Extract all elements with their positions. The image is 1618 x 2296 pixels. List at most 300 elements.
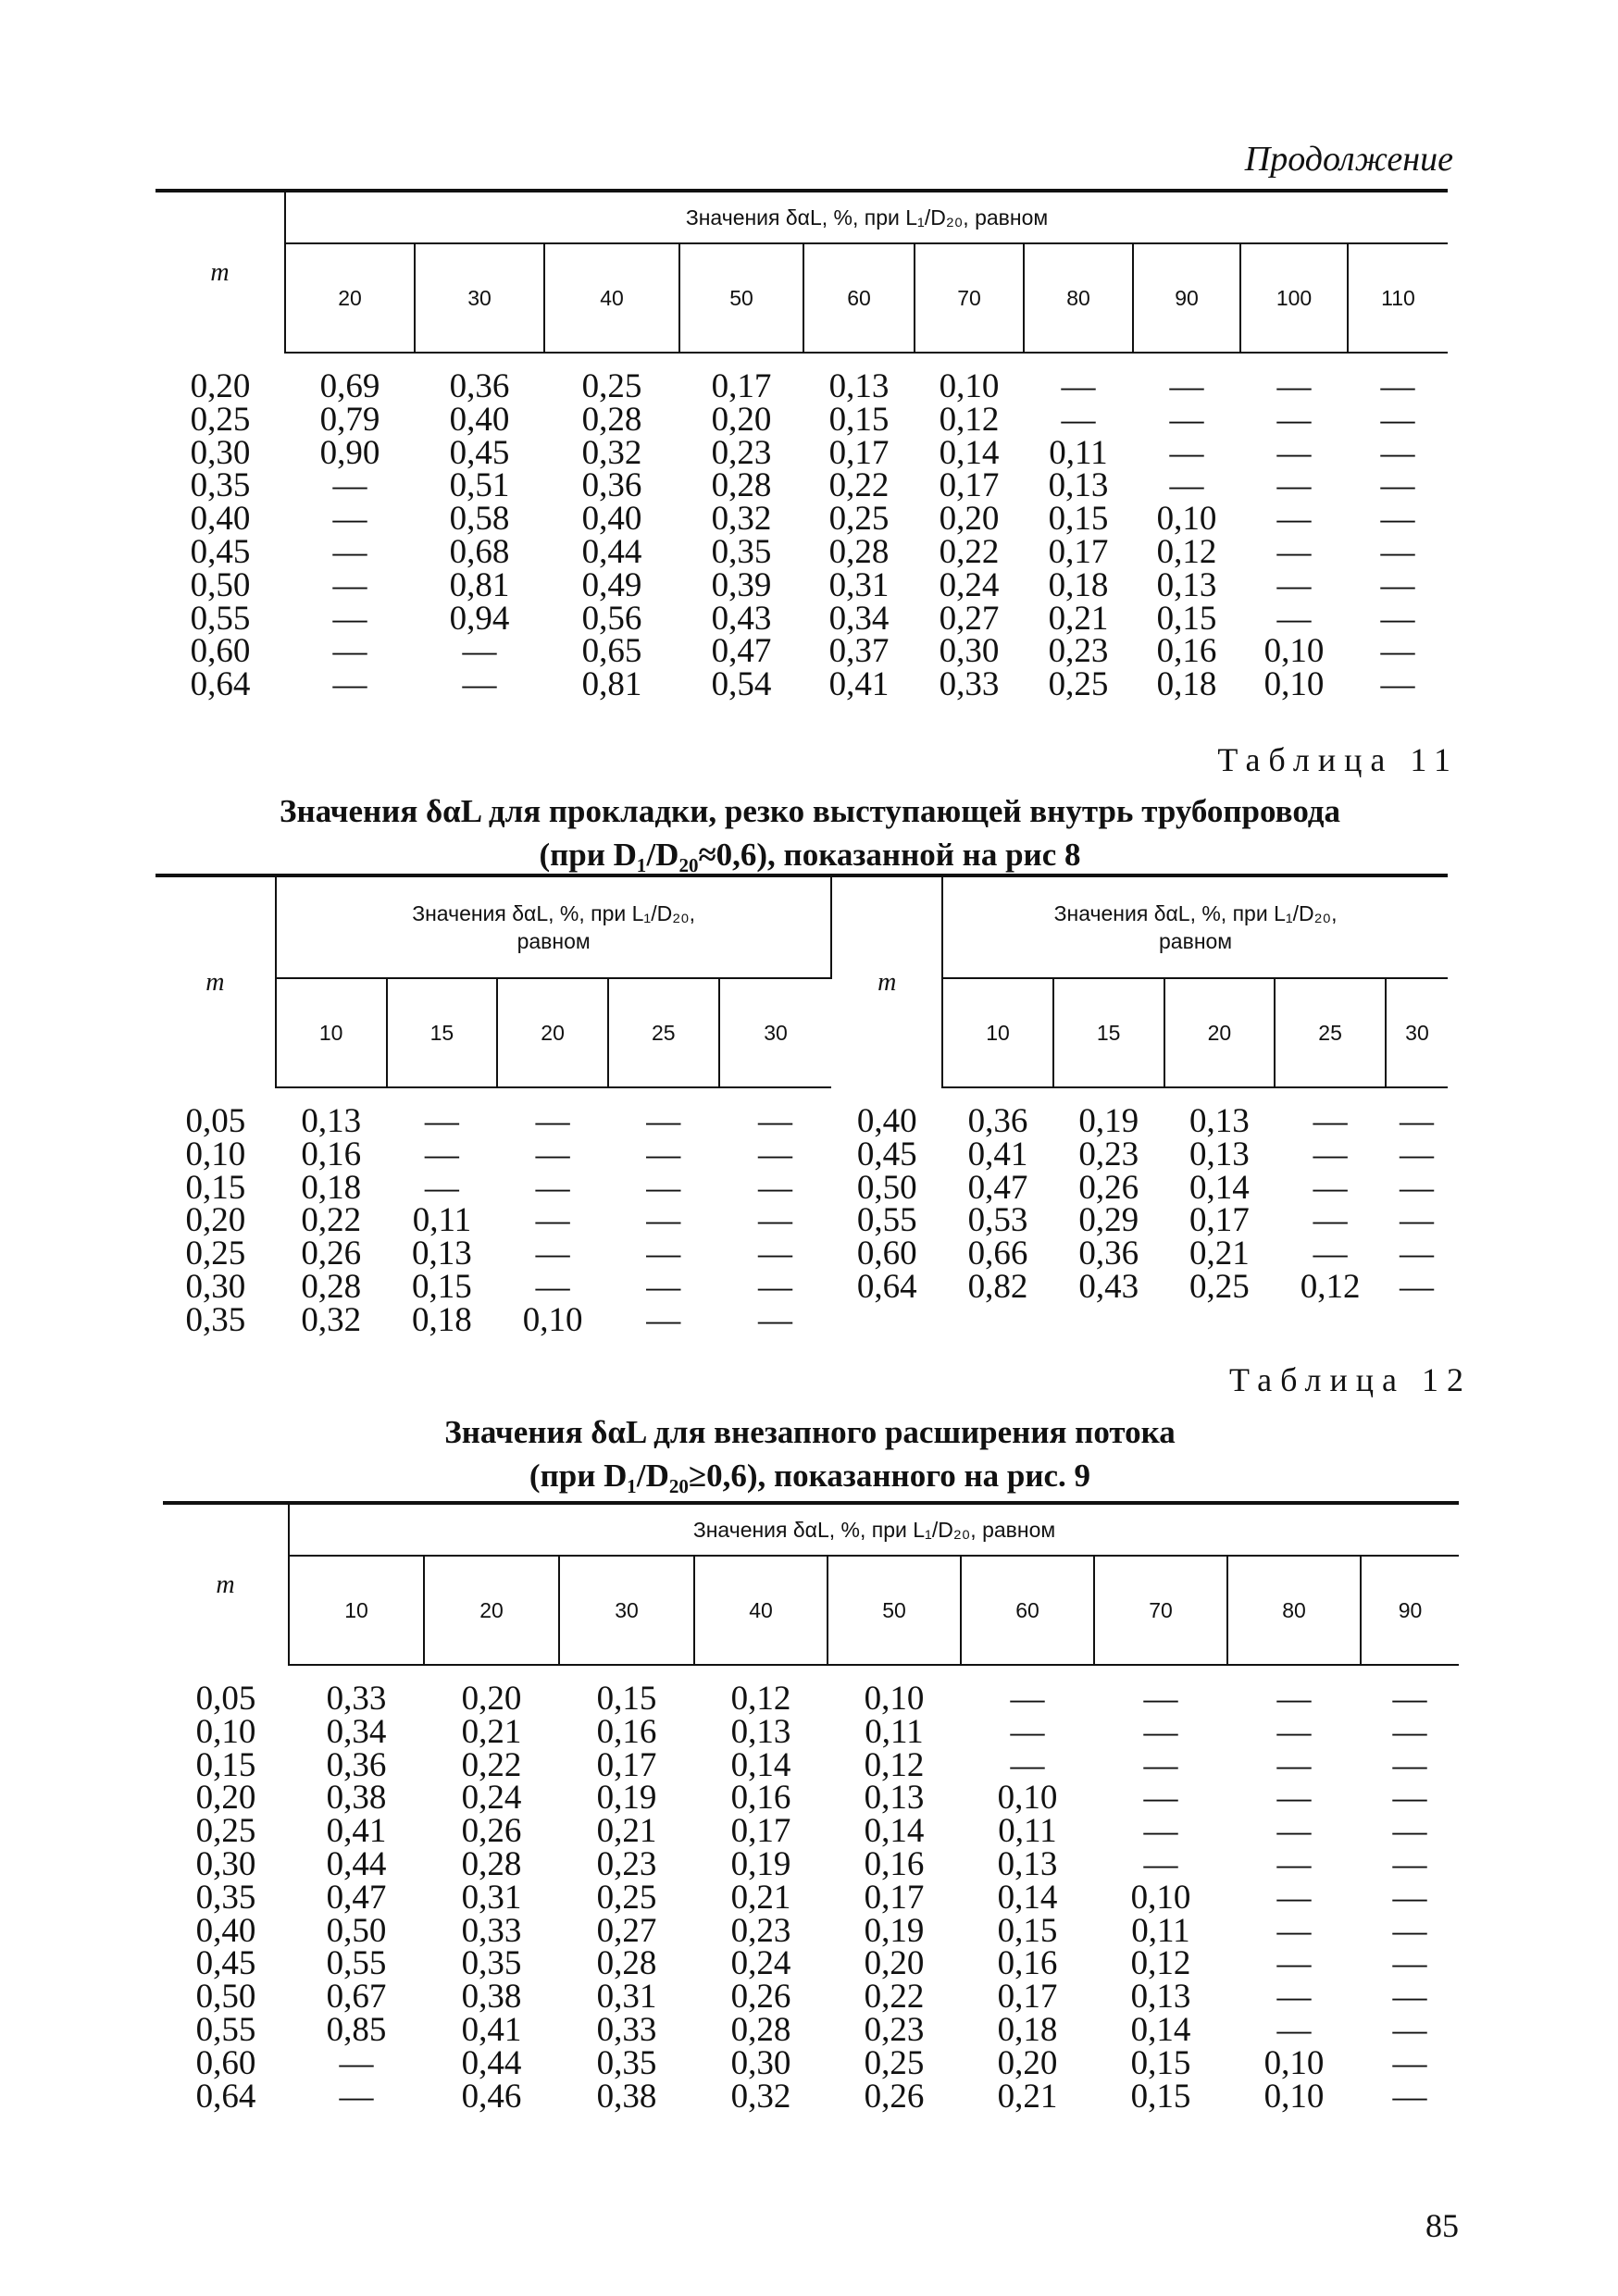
cell-value: —	[1169, 466, 1204, 505]
cell-value: —	[1276, 400, 1312, 439]
cell-value: —	[1276, 367, 1312, 405]
table-12-number: Таблица 12	[1229, 1361, 1472, 1398]
cell-value: 0,38	[596, 2077, 657, 2116]
cell-value: 0,69	[319, 367, 380, 405]
col-header: 20	[497, 978, 608, 1087]
cell-value: 0,94	[449, 599, 510, 638]
cell-value: 0,28	[301, 1267, 362, 1306]
cell-value: —	[1143, 1680, 1178, 1718]
table-row	[156, 503, 1448, 536]
cell-value: 0,32	[711, 500, 772, 539]
cell-value: 0,34	[828, 599, 890, 638]
cell-value: 0,15	[596, 1680, 657, 1718]
cell-value: 0,23	[864, 2010, 925, 2049]
cell-value: 0,20	[461, 1680, 522, 1718]
table-10-body	[156, 353, 1448, 704]
col-header: 30	[719, 978, 832, 1087]
cell-value: —	[646, 1267, 681, 1306]
cell-value: —	[758, 1168, 793, 1207]
cell-value: 0,16	[864, 1844, 925, 1883]
cell-value: —	[1313, 1201, 1348, 1240]
cell-value: 0,13	[864, 1779, 925, 1818]
cell-value: 0,18	[412, 1300, 472, 1339]
col-header: 30	[559, 1556, 694, 1665]
cell-value	[1164, 1304, 1276, 1337]
cell-value: —	[1276, 1680, 1312, 1718]
cell-value	[1275, 1304, 1386, 1337]
col-header: 10	[289, 1556, 424, 1665]
cell-value: 0,46	[461, 2077, 522, 2116]
continuation-label: Продолжение	[1244, 140, 1453, 179]
cell-value: 0,90	[319, 433, 380, 472]
cell-value: 0,66	[967, 1235, 1028, 1273]
cell-value: 0,43	[711, 599, 772, 638]
cell-value: 0,25	[596, 1878, 657, 1917]
table-11-col-headers	[156, 978, 1448, 1087]
table-row	[156, 1271, 1448, 1304]
cell-value: 0,36	[449, 367, 510, 405]
cell-value: 0,17	[596, 1745, 657, 1784]
col-header: 60	[803, 243, 915, 353]
m-value: 0,50	[856, 1168, 917, 1207]
cell-value: 0,28	[828, 532, 890, 571]
cell-value	[942, 1304, 1053, 1337]
cell-value: —	[1276, 1878, 1312, 1917]
cell-value: 0,30	[730, 2043, 791, 2082]
table-row	[156, 1237, 1448, 1271]
m-header: m	[156, 191, 285, 353]
m-value: 0,30	[185, 1267, 246, 1306]
cell-value: 0,26	[461, 1812, 522, 1851]
cell-value: 0,13	[828, 367, 890, 405]
cell-value: —	[535, 1267, 570, 1306]
table-row	[156, 635, 1448, 668]
table-row	[156, 1304, 1448, 1337]
cell-value: 0,33	[939, 665, 1000, 704]
cell-value: —	[646, 1102, 681, 1140]
col-header: 20	[1164, 978, 1276, 1087]
cell-value: 0,33	[596, 2010, 657, 2049]
cell-value: —	[646, 1235, 681, 1273]
cell-value: 0,20	[997, 2043, 1058, 2082]
cell-value: 0,45	[449, 433, 510, 472]
col-header: 30	[415, 243, 544, 353]
cell-value: 0,10	[1263, 665, 1325, 704]
cell-value: —	[1169, 367, 1204, 405]
cell-value: 0,41	[326, 1812, 387, 1851]
cell-value: 0,38	[326, 1779, 387, 1818]
table-12	[163, 1501, 1459, 2116]
cell-value: 0,85	[326, 2010, 387, 2049]
cell-value: 0,14	[864, 1812, 925, 1851]
cell-value: —	[1143, 1812, 1178, 1851]
cell-value	[1053, 1304, 1164, 1337]
cell-value: 0,18	[301, 1168, 362, 1207]
col-header: 80	[1227, 1556, 1361, 1665]
cell-value: 0,28	[711, 466, 772, 505]
cell-value: —	[1010, 1712, 1045, 1751]
col-header: 70	[1094, 1556, 1227, 1665]
table-10-header: Значения δαL, %, при L₁/D₂₀, равном	[285, 191, 1448, 243]
cell-value: —	[1392, 1911, 1427, 1950]
col-header: 20	[285, 243, 415, 353]
cell-value: 0,15	[828, 400, 890, 439]
table-row	[156, 569, 1448, 602]
cell-value: 0,21	[596, 1812, 657, 1851]
table-10-col-headers	[156, 243, 1448, 353]
m-value: 0,60	[195, 2043, 256, 2082]
cell-value: 0,10	[1263, 2043, 1325, 2082]
cell-value: 0,33	[461, 1911, 522, 1950]
cell-value: 0,17	[997, 1978, 1058, 2017]
m-value: 0,55	[190, 599, 251, 638]
cell-value: —	[1380, 367, 1415, 405]
cell-value: 0,10	[1263, 632, 1325, 671]
cell-value: 0,35	[461, 1944, 522, 1983]
cell-value: 0,21	[1048, 599, 1109, 638]
cell-value: —	[1392, 1712, 1427, 1751]
table-12-body	[163, 1665, 1459, 2116]
cell-value: 0,26	[1078, 1168, 1139, 1207]
m-value: 0,25	[195, 1812, 256, 1851]
cell-value: 0,25	[1048, 665, 1109, 704]
col-header: 10	[942, 978, 1053, 1087]
cell-value: 0,21	[997, 2077, 1058, 2116]
cell-value: —	[535, 1201, 570, 1240]
col-header: 100	[1240, 243, 1348, 353]
cell-value: —	[1276, 565, 1312, 604]
cell-value: —	[1276, 599, 1312, 638]
cell-value: 0,40	[581, 500, 642, 539]
cell-value: —	[1276, 1745, 1312, 1784]
cell-value: 0,15	[1156, 599, 1217, 638]
cell-value: —	[332, 500, 367, 539]
table-11-header-right: Значения δαL, %, при L₁/D₂₀, равном	[942, 875, 1448, 978]
cell-value: 0,17	[864, 1878, 925, 1917]
table-row	[163, 1749, 1459, 1782]
col-header: 15	[1053, 978, 1164, 1087]
cell-value: 0,21	[461, 1712, 522, 1751]
cell-value: 0,13	[1189, 1135, 1250, 1173]
cell-value: 0,22	[301, 1201, 362, 1240]
cell-value: —	[1399, 1235, 1434, 1273]
cell-value: —	[1143, 1779, 1178, 1818]
m-value: 0,15	[195, 1745, 256, 1784]
table-row	[163, 1848, 1459, 1881]
table-row	[156, 403, 1448, 437]
cell-value: 0,22	[939, 532, 1000, 571]
m-value: 0,10	[185, 1135, 246, 1173]
table-10	[156, 189, 1448, 704]
cell-value: 0,53	[967, 1201, 1028, 1240]
cell-value: 0,22	[828, 466, 890, 505]
cell-value: 0,41	[461, 2010, 522, 2049]
m-value: 0,40	[195, 1911, 256, 1950]
table-row	[156, 1204, 1448, 1237]
cell-value: 0,11	[412, 1201, 472, 1240]
cell-value: 0,24	[939, 565, 1000, 604]
col-header: 15	[387, 978, 498, 1087]
cell-value: 0,49	[581, 565, 642, 604]
cell-value: —	[1313, 1102, 1348, 1140]
cell-value: —	[1276, 500, 1312, 539]
cell-value: —	[332, 665, 367, 704]
cell-value: 0,24	[730, 1944, 791, 1983]
col-header: 70	[915, 243, 1024, 353]
table-row	[163, 1915, 1459, 1948]
m-value: 0,35	[195, 1878, 256, 1917]
cell-value: —	[1392, 1812, 1427, 1851]
cell-value: 0,17	[828, 433, 890, 472]
cell-value: 0,32	[301, 1300, 362, 1339]
cell-value: 0,18	[1048, 565, 1109, 604]
cell-value: —	[1276, 433, 1312, 472]
cell-value: 0,25	[1189, 1267, 1250, 1306]
cell-value: —	[1392, 2077, 1427, 2116]
cell-value: —	[1380, 599, 1415, 638]
cell-value: —	[332, 599, 367, 638]
table-row	[156, 1138, 1448, 1172]
m-value: 0,25	[185, 1235, 246, 1273]
m-value: 0,50	[195, 1978, 256, 2017]
m-value: 0,45	[195, 1944, 256, 1983]
cell-value: —	[1392, 2043, 1427, 2082]
cell-value: 0,20	[711, 400, 772, 439]
table-row	[156, 536, 1448, 569]
cell-value: 0,17	[730, 1812, 791, 1851]
cell-value: 0,19	[730, 1844, 791, 1883]
cell-value: —	[1061, 367, 1096, 405]
cell-value: 0,82	[967, 1267, 1028, 1306]
col-header: 25	[608, 978, 719, 1087]
cell-value: 0,12	[864, 1745, 925, 1784]
m-value: 0,40	[856, 1102, 917, 1140]
col-header: 30	[1386, 978, 1448, 1087]
cell-value: —	[1380, 632, 1415, 671]
cell-value: 0,16	[1156, 632, 1217, 671]
table-11-title: Значения δαL для прокладки, резко выступающей внутрь трубопровода (при D₁/D₂₀≈0,6), показанной на рис 8	[279, 793, 1341, 873]
cell-value: 0,22	[461, 1745, 522, 1784]
cell-value: —	[339, 2077, 374, 2116]
m-value: 0,10	[195, 1712, 256, 1751]
cell-value: 0,21	[1189, 1235, 1250, 1273]
cell-value: 0,12	[1156, 532, 1217, 571]
cell-value: 0,47	[326, 1878, 387, 1917]
m-value: 0,50	[190, 565, 251, 604]
cell-value: —	[1380, 400, 1415, 439]
cell-value: —	[462, 632, 497, 671]
cell-value: 0,16	[730, 1779, 791, 1818]
cell-value: —	[646, 1201, 681, 1240]
cell-value: 0,13	[1130, 1978, 1191, 2017]
cell-value: 0,68	[449, 532, 510, 571]
col-header: 40	[694, 1556, 828, 1665]
m-value: 0,20	[195, 1779, 256, 1818]
table-row	[156, 437, 1448, 470]
cell-value: 0,40	[449, 400, 510, 439]
cell-value: 0,41	[967, 1135, 1028, 1173]
m-value: 0,64	[856, 1267, 917, 1306]
m-value: 0,45	[190, 532, 251, 571]
cell-value: 0,23	[730, 1911, 791, 1950]
cell-value: —	[758, 1102, 793, 1140]
cell-value: 0,26	[864, 2077, 925, 2116]
cell-value: 0,10	[997, 1779, 1058, 1818]
m-value: 0,20	[190, 367, 251, 405]
m-value: 0,20	[185, 1201, 246, 1240]
cell-value: 0,27	[596, 1911, 657, 1950]
m-value	[831, 1304, 942, 1337]
m-value: 0,64	[190, 665, 251, 704]
cell-value: 0,56	[581, 599, 642, 638]
cell-value: 0,17	[1048, 532, 1109, 571]
cell-value: 0,26	[730, 1978, 791, 2017]
cell-value: 0,26	[301, 1235, 362, 1273]
cell-value: 0,81	[581, 665, 642, 704]
cell-value: —	[339, 2043, 374, 2082]
table-12-header: Значения δαL, %, при L₁/D₂₀, равном	[289, 1503, 1459, 1556]
cell-value: 0,51	[449, 466, 510, 505]
cell-value: 0,36	[326, 1745, 387, 1784]
cell-value: —	[535, 1235, 570, 1273]
col-header: 60	[961, 1556, 1094, 1665]
cell-value: —	[1061, 400, 1096, 439]
table-row	[156, 602, 1448, 636]
cell-value: —	[1380, 433, 1415, 472]
cell-value: 0,10	[522, 1300, 583, 1339]
m-value: 0,15	[185, 1168, 246, 1207]
col-header: 90	[1133, 243, 1240, 353]
cell-value: 0,31	[828, 565, 890, 604]
m-value: 0,64	[195, 2077, 256, 2116]
cell-value: 0,13	[412, 1235, 472, 1273]
cell-value: 0,17	[711, 367, 772, 405]
col-header: 110	[1348, 243, 1448, 353]
cell-value: 0,79	[319, 400, 380, 439]
table-11-number: Таблица 11	[1217, 741, 1459, 778]
cell-value: 0,13	[301, 1102, 362, 1140]
cell-value: —	[646, 1300, 681, 1339]
cell-value: —	[1276, 1911, 1312, 1950]
col-header: 80	[1024, 243, 1133, 353]
table-row	[156, 1105, 1448, 1138]
cell-value: 0,44	[326, 1844, 387, 1883]
cell-value: —	[1276, 1712, 1312, 1751]
cell-value: 0,28	[730, 2010, 791, 2049]
col-header: 20	[424, 1556, 559, 1665]
col-header: 10	[276, 978, 387, 1087]
cell-value: 0,18	[1156, 665, 1217, 704]
m-value: 0,35	[185, 1300, 246, 1339]
m-value: 0,45	[856, 1135, 917, 1173]
cell-value: —	[1313, 1135, 1348, 1173]
cell-value: 0,34	[326, 1712, 387, 1751]
cell-value: 0,13	[1189, 1102, 1250, 1140]
cell-value: 0,11	[1131, 1911, 1190, 1950]
cell-value: —	[424, 1168, 459, 1207]
cell-value: 0,11	[998, 1812, 1057, 1851]
cell-value: —	[646, 1168, 681, 1207]
cell-value: —	[1276, 1779, 1312, 1818]
cell-value: 0,11	[865, 1712, 924, 1751]
cell-value: —	[535, 1135, 570, 1173]
table-row	[163, 1781, 1459, 1815]
cell-value: 0,47	[967, 1168, 1028, 1207]
cell-value: —	[1392, 1978, 1427, 2017]
cell-value: —	[1276, 466, 1312, 505]
cell-value: —	[646, 1135, 681, 1173]
cell-value: 0,20	[939, 500, 1000, 539]
cell-value: 0,35	[596, 2043, 657, 2082]
cell-value: 0,15	[1130, 2043, 1191, 2082]
cell-value: —	[1276, 1812, 1312, 1851]
table-row	[163, 2047, 1459, 2080]
cell-value: —	[332, 466, 367, 505]
cell-value: 0,17	[939, 466, 1000, 505]
cell-value: 0,22	[864, 1978, 925, 2017]
cell-value: 0,36	[581, 466, 642, 505]
m-value: 0,60	[190, 632, 251, 671]
cell-value: —	[535, 1102, 570, 1140]
cell-value: 0,14	[997, 1878, 1058, 1917]
cell-value: —	[332, 532, 367, 571]
cell-value: 0,44	[461, 2043, 522, 2082]
cell-value: —	[1143, 1712, 1178, 1751]
cell-value: 0,81	[449, 565, 510, 604]
m-value: 0,40	[190, 500, 251, 539]
m-value: 0,30	[195, 1844, 256, 1883]
table-row	[163, 1716, 1459, 1749]
cell-value: —	[1380, 665, 1415, 704]
cell-value: 0,25	[828, 500, 890, 539]
cell-value: —	[1276, 2010, 1312, 2049]
cell-value: —	[758, 1267, 793, 1306]
cell-value: —	[1392, 1944, 1427, 1983]
cell-value: —	[758, 1135, 793, 1173]
cell-value: —	[462, 665, 497, 704]
cell-value: —	[1143, 1745, 1178, 1784]
cell-value: 0,54	[711, 665, 772, 704]
cell-value: 0,50	[326, 1911, 387, 1950]
cell-value: —	[1276, 1844, 1312, 1883]
m-header-left: m	[156, 875, 276, 1087]
cell-value: 0,27	[939, 599, 1000, 638]
cell-value: 0,25	[581, 367, 642, 405]
cell-value: —	[1169, 433, 1204, 472]
table-12-col-headers	[163, 1556, 1459, 1665]
cell-value: 0,25	[864, 2043, 925, 2082]
cell-value: 0,23	[1048, 632, 1109, 671]
cell-value: —	[758, 1201, 793, 1240]
cell-value: —	[1276, 1978, 1312, 2017]
table-11-body	[156, 1087, 1448, 1337]
cell-value: 0,18	[997, 2010, 1058, 2049]
cell-value: —	[1380, 466, 1415, 505]
cell-value: —	[1392, 1844, 1427, 1883]
table-row	[163, 2080, 1459, 2114]
cell-value: —	[1313, 1235, 1348, 1273]
cell-value: 0,13	[1048, 466, 1109, 505]
cell-value: —	[1010, 1680, 1045, 1718]
cell-value: 0,14	[730, 1745, 791, 1784]
cell-value: 0,43	[1078, 1267, 1139, 1306]
cell-value: 0,39	[711, 565, 772, 604]
cell-value: 0,32	[730, 2077, 791, 2116]
cell-value: 0,21	[730, 1878, 791, 1917]
m-header: m	[163, 1503, 289, 1665]
cell-value: —	[332, 565, 367, 604]
m-value: 0,25	[190, 400, 251, 439]
